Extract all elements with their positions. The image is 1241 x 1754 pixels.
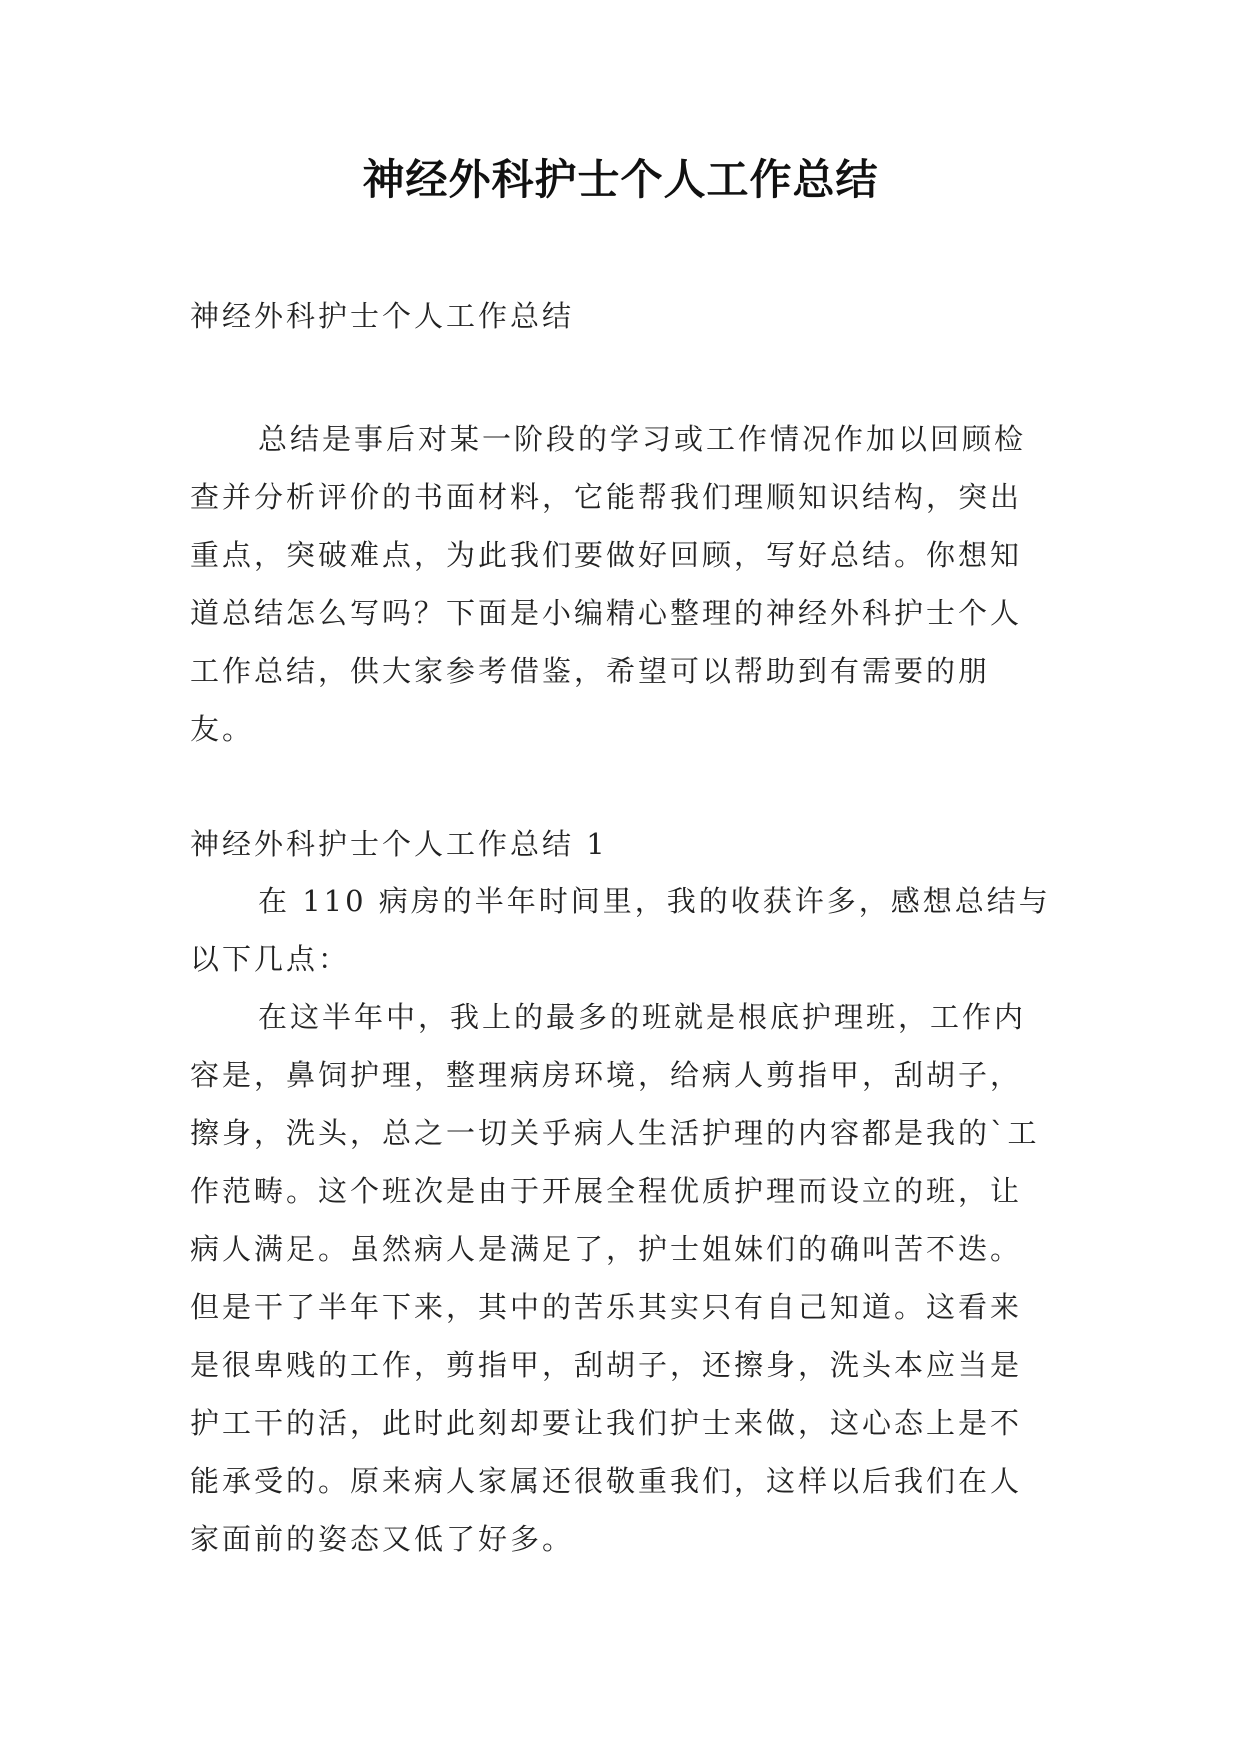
section-1-paragraph-2: 在这半年中，我上的最多的班就是根底护理班，工作内容是，鼻饲护理，整理病房环境，给病人剪指甲，刮胡子，擦身，洗头，总之一切关乎病人生活护理的内容都是我的`工作范畴。这个班次是由于开展全程优质护理而设立的班，让病人满足。虽然病人是满足了，护士姐妹们的确叫苦不迭。但是干了半年下来，其中的苦乐其实只有自己知道。这看来是很卑贱的工作，剪指甲，刮胡子，还擦身，洗头本应当是护工干的活，此时此刻却要让我们护士来做，这心态上是不能承受的。原来病人家属还很敬重我们，这样以后我们在人家面前的姿态又低了好多。 xyxy=(190,1000,1040,1556)
section-1-heading: 神经外科护士个人工作总结 1 xyxy=(190,827,608,861)
document-subtitle: 神经外科护士个人工作总结 xyxy=(190,299,575,333)
section-1-paragraph-1: 在 110 病房的半年时间里，我的收获许多，感想总结与以下几点： xyxy=(190,884,1051,976)
intro-paragraph: 总结是事后对某一阶段的学习或工作情况作加以回顾检查并分析评价的书面材料，它能帮我们理顺知识结构，突出重点，突破难点，为此我们要做好回顾，写好总结。你想知道总结怎么写吗？下面是小编精心整理的神经外科护士个人工作总结，供大家参考借鉴，希望可以帮助到有需要的朋友。 xyxy=(190,422,1027,746)
document-title: 神经外科护士个人工作总结 xyxy=(362,155,879,204)
